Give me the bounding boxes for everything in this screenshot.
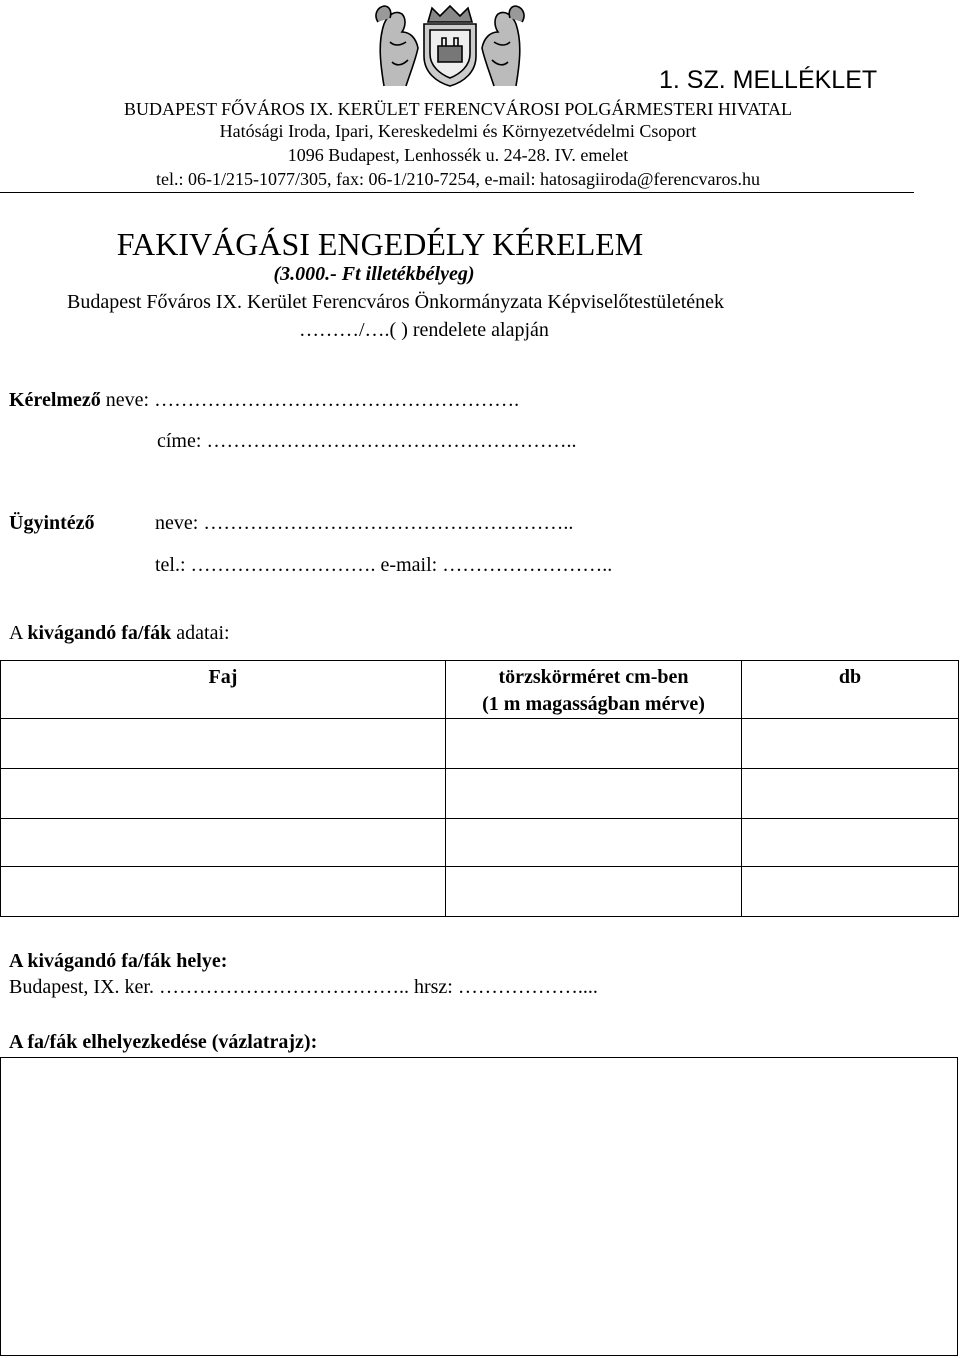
- annex-label: 1. SZ. MELLÉKLET: [659, 66, 878, 94]
- applicant-address-row: [157, 430, 576, 453]
- circumference-cell[interactable]: [446, 769, 742, 819]
- office-contact: tel.: 06-1/215-1077/305, fax: 06-1/210-7254, e-mail: hatosagiiroda@ferencvaros.hu: [156, 169, 760, 189]
- clerk-email-field[interactable]: ……………………..: [442, 554, 613, 576]
- species-cell[interactable]: [1, 769, 446, 819]
- species-cell[interactable]: [1, 819, 446, 867]
- table-row: [1, 719, 959, 769]
- col-header-circumference: [446, 661, 742, 719]
- clerk-label: Ügyintéző: [9, 512, 95, 534]
- legal-basis-line1: Budapest Főváros IX. Kerület Ferencváros Önkormányzata Képviselőtestületének: [67, 291, 725, 313]
- location-heading: A kivágandó fa/fák helye:: [9, 950, 228, 972]
- sketch-heading: A fa/fák elhelyezkedése (vázlatrajz):: [9, 1031, 318, 1053]
- applicant-name-label: neve:: [100, 389, 155, 411]
- table-header-row: [1, 661, 959, 719]
- clerk-name-row: [155, 512, 573, 535]
- count-cell[interactable]: [742, 819, 959, 867]
- coat-of-arms-logo: [372, 2, 528, 88]
- table-row: [1, 819, 959, 867]
- col-header-circumference-line1: törzskörméret cm-ben: [498, 666, 689, 688]
- sketch-area[interactable]: [0, 1057, 958, 1356]
- applicant-name-row: [9, 389, 519, 412]
- applicant-address-label: címe:: [157, 430, 207, 452]
- form-title: FAKIVÁGÁSI ENGEDÉLY KÉRELEM: [116, 226, 644, 262]
- applicant-name-field[interactable]: ……………………………………………….: [154, 389, 520, 411]
- applicant-label: Kérelmező: [9, 389, 101, 411]
- office-address: 1096 Budapest, Lenhossék u. 24-28. IV. emelet: [287, 145, 629, 165]
- clerk-name-label: neve:: [155, 512, 204, 534]
- count-cell[interactable]: [742, 867, 959, 917]
- col-header-count: db: [742, 661, 959, 719]
- circumference-cell[interactable]: [446, 867, 742, 917]
- clerk-tel-label: tel.:: [155, 554, 191, 576]
- office-name: BUDAPEST FŐVÁROS IX. KERÜLET FERENCVÁROSI POLGÁRMESTERI HIVATAL: [123, 99, 793, 119]
- col-header-species: Faj: [1, 661, 446, 719]
- header-rule: [0, 192, 914, 193]
- col-header-circumference-line2: (1 m magasságban mérve): [482, 693, 705, 715]
- species-cell[interactable]: [1, 719, 446, 769]
- trees-intro: [9, 622, 230, 645]
- count-cell[interactable]: [742, 769, 959, 819]
- legal-basis-line2: ………/….( ) rendelete alapján: [299, 319, 549, 341]
- count-cell[interactable]: [742, 719, 959, 769]
- species-cell[interactable]: [1, 867, 446, 917]
- clerk-contact-row: [155, 554, 612, 577]
- trees-intro-a: A: [9, 622, 28, 644]
- clerk-email-label: e-mail:: [380, 554, 443, 576]
- table-row: [1, 769, 959, 819]
- location-line[interactable]: Budapest, IX. ker. ……………………………….. hrsz: ………………....: [9, 976, 598, 998]
- trees-table: [0, 660, 959, 917]
- table-row: [1, 867, 959, 917]
- applicant-address-field[interactable]: ………………………………………………..: [206, 430, 577, 452]
- department-name: Hatósági Iroda, Ipari, Kereskedelmi és Környezetvédelmi Csoport: [219, 121, 697, 141]
- clerk-name-field[interactable]: ………………………………………………..: [203, 512, 574, 534]
- trees-intro-bold: kivágandó fa/fák: [27, 622, 172, 644]
- fee-note: (3.000.- Ft illetékbélyeg): [273, 263, 475, 285]
- clerk-tel-field[interactable]: ……………………….: [190, 554, 381, 576]
- circumference-cell[interactable]: [446, 819, 742, 867]
- trees-intro-rest: adatai:: [171, 622, 230, 644]
- circumference-cell[interactable]: [446, 719, 742, 769]
